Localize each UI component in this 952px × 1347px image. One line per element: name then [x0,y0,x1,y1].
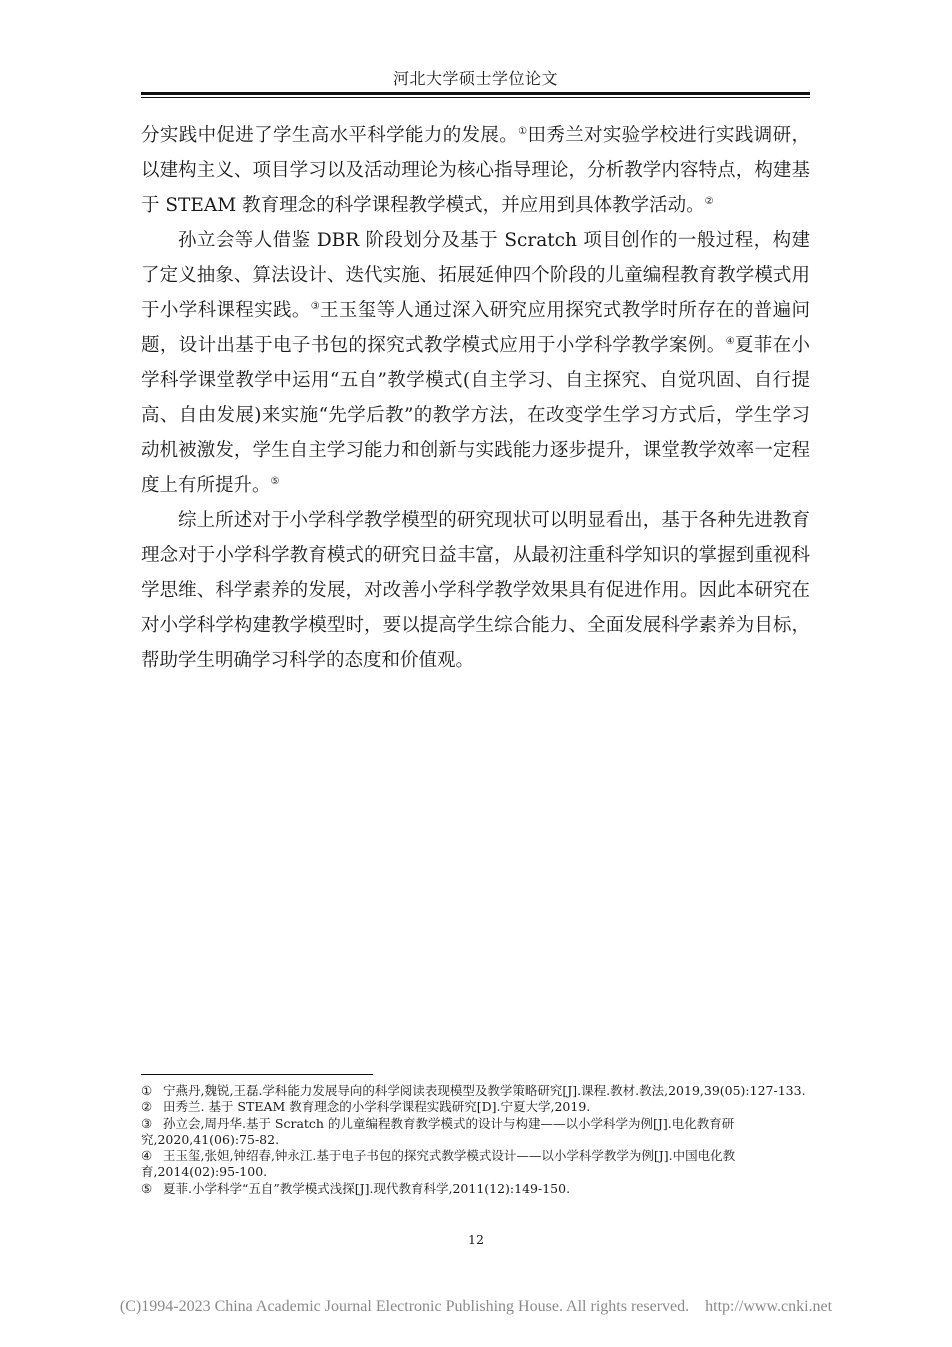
footnote-marker: ⑤ [141,1180,153,1196]
header-rule-thin [141,97,810,98]
paragraph: 综上所述对于小学科学教学模型的研究现状可以明显看出，基于各种先进教育理念对于小学科学教育模式的研究日益丰富，从最初注重科学知识的掌握到重视科学思维、科学素养的发展，对改善小学科学教学效果具有促进作用。因此本研究在对小学科学构建教学模型时，要以提高学生综合能力、全面发展科学素养为目标，帮助学生明确学习科学的态度和价值观。 [141,510,810,671]
body-text [141,118,810,678]
footnote-ref[interactable]: ③ [310,301,321,312]
footnote-item: ⑤ 夏菲.小学科学“五自”教学模式浅探[J].现代教育科学,2011(12):149-150. [141,1180,571,1196]
copyright-footer: (C)1994-2023 China Academic Journal Electronic Publishing House. All rights reserved. http://www.cnki.net [119,1298,833,1315]
footnote-marker: ③ [141,1115,153,1131]
footnote-item: ③ 孙立会,周丹华.基于 Scratch 的儿童编程教育教学模式的设计与构建——以小学科学为例[J].电化教育研究,2020,41(06):75-82. [141,1115,735,1147]
footnote-item: ② 田秀兰. 基于 STEAM 教育理念的小学科学课程实践研究[D].宁夏大学,2019. [141,1099,591,1115]
footnote-ref[interactable]: ② [704,196,714,207]
footnote-item: ④ 王玉玺,张妲,钟绍春,钟永江.基于电子书包的探究式教学模式设计——以小学科学教学为例[J].中国电化教育,2014(02):95-100. [141,1148,736,1180]
footnote-item: ① 宁燕丹,魏锐,王磊.学科能力发展导向的科学阅读表现模型及教学策略研究[J].课程.教材.教法,2019,39(05):127-133. [141,1083,806,1098]
footnote-ref[interactable]: ⑤ [270,476,280,487]
footnote-marker: ④ [141,1148,153,1164]
paragraph: 孙立会等人借鉴 DBR 阶段划分及基于 Scratch 项目创作的一般过程，构建了定义抽象、算法设计、迭代实施、拓展延伸四个阶段的儿童编程教育教学模式用于小学科课程实践。③王玉玺等人通过深入研究应用探究式教学时所存在的普遍问题，设计出基于电子书包的探究式教学模式应用于小学科学教学案例。④夏菲在小学科学课堂教学中运用“五自”教学模式(自主学习、自主探究、自觉巩固、自行提高、自由发展)来实施“先学后教”的教学方法，在改变学生学习方式后，学生学习动机被激发，学生自主学习能力和创新与实践能力逐步提升，课堂教学效率一定程度上有所提升。⑤ [141,230,810,496]
footnote-ref[interactable]: ④ [725,336,735,347]
footnote-marker: ② [141,1099,153,1115]
footnotes [141,1083,810,1197]
header-rule-thick [141,92,810,95]
page-number: 12 [468,1232,484,1247]
footnote-ref[interactable]: ① [518,126,528,137]
paragraph: 分实践中促进了学生高水平科学能力的发展。①田秀兰对实验学校进行实践调研，以建构主义、项目学习以及活动理论为核心指导理论，分析教学内容特点，构建基于 STEAM 教育理念的科学课程教学模式，并应用到具体教学活动。② [141,125,810,216]
footnote-marker: ① [141,1083,153,1098]
running-header: 河北大学硕士学位论文 [392,69,558,88]
footnote-separator [141,1074,373,1075]
